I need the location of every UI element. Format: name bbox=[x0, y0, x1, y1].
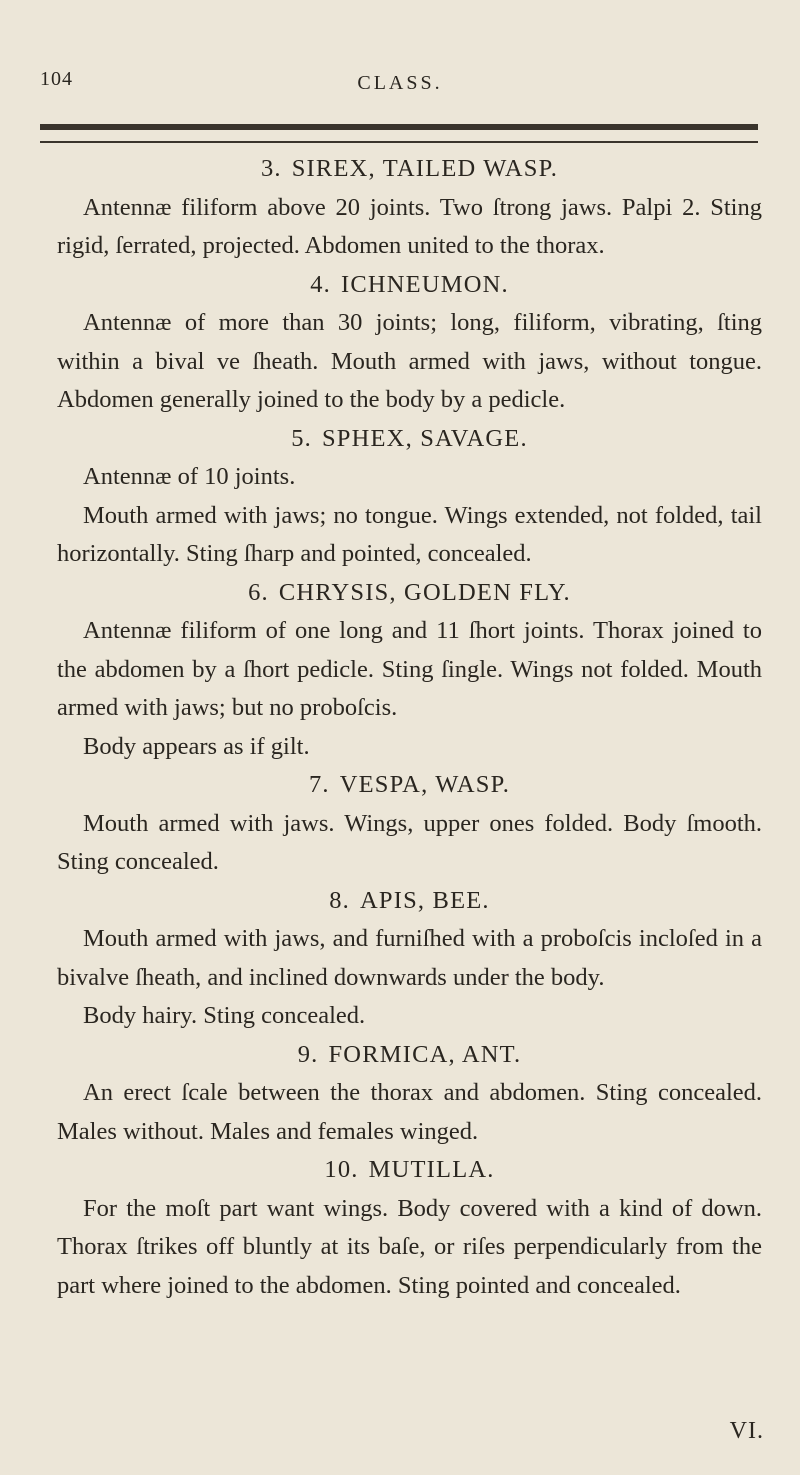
section-paragraph: Mouth armed with jaws, and furniſhed with a proboſcis incloſed in a bivalve ſheath, and inclined downwards under the body. bbox=[57, 925, 762, 991]
header-rule-thin bbox=[40, 141, 758, 143]
section-title: APIS, BEE. bbox=[360, 886, 490, 914]
section-paragraph: Antennæ filiform above 20 joints. Two ſtrong jaws. Palpi 2. Sting rigid, ſerrated, projected. Abdomen united to the thorax. bbox=[57, 193, 762, 259]
section-paragraph: For the moſt part want wings. Body covered with a kind of down. Thorax ſtrikes off bluntly at its baſe, or riſes perpendicularly from the part where joined to the abdomen. Sting pointed and concealed. bbox=[57, 1194, 762, 1299]
section-title: ICHNEUMON. bbox=[340, 270, 509, 298]
catchword: VI. bbox=[729, 1418, 764, 1444]
section-heading bbox=[57, 420, 762, 459]
section-heading bbox=[57, 574, 762, 613]
section-apis bbox=[57, 882, 762, 1036]
section-title: FORMICA, ANT. bbox=[328, 1040, 522, 1068]
section-number: 10. bbox=[324, 1156, 359, 1183]
section-title: SIREX, TAILED WASP. bbox=[291, 155, 559, 182]
section-paragraph: Antennæ filiform of one long and 11 ſhort joints. Thorax joined to the abdomen by a ſhort pedicle. Sting ſingle. Wings not folded. Mouth armed with jaws; but no proboſcis. bbox=[57, 617, 762, 721]
section-title: VESPA, WASP. bbox=[339, 771, 511, 798]
section-number: 5. bbox=[291, 424, 312, 452]
section-title: MUTILLA. bbox=[368, 1156, 495, 1183]
section-paragraph: Mouth armed with jaws; no tongue. Wings extended, not folded, tail horizontally. Sting ſharp and pointed, concealed. bbox=[57, 501, 762, 567]
page-body bbox=[57, 150, 762, 1305]
section-title: SPHEX, SAVAGE. bbox=[321, 424, 528, 452]
section-paragraph: Mouth armed with jaws. Wings, upper ones folded. Body ſmooth. Sting concealed. bbox=[57, 809, 762, 875]
section-paragraph: Antennæ of more than 30 joints; long, filiform, vibrating, ſting within a bival ve ſheath. Mouth armed with jaws, without tongue. Abdomen generally joined to the body by a pedicle. bbox=[57, 309, 762, 413]
section-paragraph: Antennæ of 10 joints. bbox=[83, 463, 296, 490]
section-number: 7. bbox=[308, 771, 330, 798]
section-chrysis bbox=[57, 574, 762, 767]
section-number: 3. bbox=[260, 155, 282, 182]
section-heading bbox=[57, 1151, 762, 1190]
section-number: 4. bbox=[310, 270, 331, 298]
section-heading bbox=[57, 882, 762, 921]
section-number: 8. bbox=[329, 886, 350, 914]
section-number: 9. bbox=[297, 1040, 319, 1068]
section-paragraph: Body appears as if gilt. bbox=[83, 732, 310, 760]
section-heading bbox=[57, 766, 762, 805]
section-sphex bbox=[57, 420, 762, 574]
section-vespa bbox=[57, 766, 762, 882]
section-paragraph: Body hairy. Sting concealed. bbox=[83, 1002, 366, 1029]
section-ichneumon bbox=[57, 266, 762, 420]
section-number: 6. bbox=[248, 578, 269, 606]
header-rule-thick bbox=[40, 124, 758, 130]
section-mutilla bbox=[57, 1151, 762, 1305]
section-formica bbox=[57, 1036, 762, 1152]
section-heading bbox=[57, 1036, 762, 1075]
running-title: CLASS. bbox=[357, 72, 443, 94]
section-title: CHRYSIS, GOLDEN FLY. bbox=[278, 578, 571, 606]
section-paragraph: An erect ſcale between the thorax and abdomen. Sting concealed. Males without. Males and females winged. bbox=[57, 1079, 762, 1145]
section-heading bbox=[57, 150, 762, 189]
section-sirex bbox=[57, 150, 762, 266]
section-heading bbox=[57, 266, 762, 305]
page-number: 104 bbox=[40, 68, 73, 90]
